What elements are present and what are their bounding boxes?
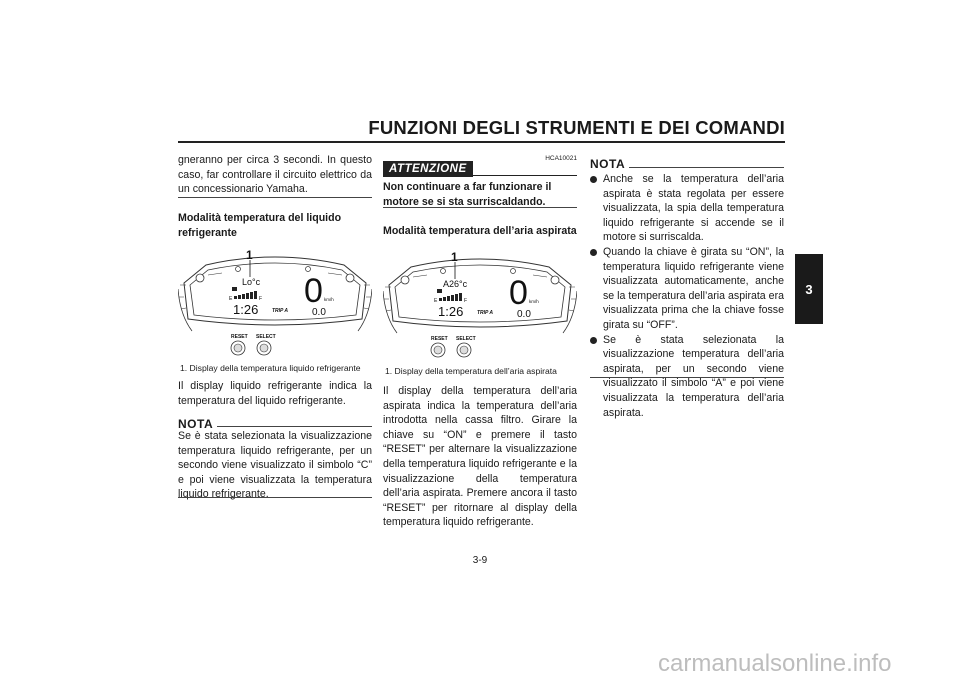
temperature-display: A26°c [443,279,468,289]
fuel-empty-label: E [434,298,438,304]
coolant-heading: Modalità temperatura del liquido refrigerante [178,212,342,239]
air-temperature-paragraph: Il display della temperatura dell’aria aspirata indica la temperatura dell’aria introdotta nella cassa filtro. Girare la chiave su “ON” e premere il tasto “RESET” per alternare la visualizzazione della temperatura liquido refrigerante e la visualizzazione della temperatura dell’aria aspirata. Premere ancora il tasto “RESET” per ritornare al display della temperatura liquido refrigerante. [383,385,577,529]
speed-unit-label: km/h [324,297,334,302]
bullet-icon [590,176,597,183]
bullet-text: Anche se la temperatura dell’aria aspirata è stata regolata per essere visualizzata, la spia della temperatura liquido refrigerante si accende se il motore si surriscalda. [603,173,784,244]
reset-button[interactable] [431,343,445,357]
trip-display: 0.0 [517,309,531,320]
reset-label: RESET [431,336,448,342]
fuel-empty-label: E [229,296,233,302]
bullet-text: Se è stata selezionata la visualizzazione temperatura dell’aria aspirata, per un secondo viene visualizzato il simbolo “A” e poi viene visualizzata la temperatura dell’aria aspirata. [603,333,784,419]
trip-display: 0.0 [312,307,326,318]
select-label: SELECT [456,336,476,342]
speed-display: 0 [304,272,323,310]
fuel-full-label: F [259,296,263,302]
reset-button[interactable] [231,341,245,355]
instrument-panel-figure-1 [178,245,372,357]
header-rule [178,141,785,143]
nota-bullet-list [590,172,784,420]
list-item [590,172,784,245]
coolant-paragraph: Il display liquido refrigerante indica la temperatura del liquido refrigerante. [178,380,372,407]
fuel-pump-icon [232,287,237,291]
select-label: SELECT [256,334,276,340]
nota-label-right: NOTA [590,157,629,171]
nota-end-rule-right [590,377,784,378]
instrument-panel-outline [178,257,372,331]
temperature-display: Lo°c [242,277,261,287]
watermark: carmanualsonline.info [658,650,892,677]
speed-display: 0 [509,274,528,312]
figure-1-caption: 1. Display della temperatura liquido refrigerante [180,363,361,373]
nota-label: NOTA [178,417,217,431]
trip-mode-label: TRIP A [477,310,494,316]
nota-paragraph: Se è stata selezionata la visualizzazione temperatura liquido refrigerante, per un secondo viene visualizzato il simbolo “C” e poi viene visualizzata la temperatura liquido refrigerante. [178,430,372,501]
trip-mode-label: TRIP A [272,308,289,314]
intro-paragraph: gneranno per circa 3 secondi. In questo caso, far controllare il circuito elettrico da un concessionario Yamaha. [178,154,372,196]
page-header-title: FUNZIONI DEGLI STRUMENTI E DEI COMANDI [368,117,785,138]
divider [178,197,372,198]
figure-callout-number: 1 [451,250,458,264]
bullet-icon [590,337,597,344]
fuel-full-label: F [464,298,468,304]
attention-label: ATTENZIONE [383,161,473,177]
attention-end-rule [383,207,577,208]
figure-callout-number: 1 [246,248,253,262]
reset-label: RESET [231,334,248,340]
instrument-panel-outline [383,259,577,333]
attention-text: Non continuare a far funzionare il motore se si sta surriscaldando. [383,181,552,208]
instrument-panel-figure-2 [383,247,577,359]
clock-display: 1:26 [233,302,259,317]
chapter-tab: 3 [795,254,823,324]
fuel-pump-icon [437,289,442,293]
air-temperature-heading: Modalità temperatura dell’aria aspirata [383,225,577,237]
page-number: 3-9 [472,555,488,566]
list-item [590,245,784,333]
nota-end-rule [178,497,372,498]
select-button[interactable] [257,341,271,355]
select-button[interactable] [457,343,471,357]
speed-unit-label: km/h [529,299,539,304]
document-code: HCA10021 [545,155,577,162]
clock-display: 1:26 [438,304,464,319]
bullet-text: Quando la chiave è girata su “ON”, la temperatura liquido refrigerante viene visualizzata automaticamente, anche se la temperatura dell’aria aspirata era visualizzata prima che la chiave fosse girata su “OFF”. [603,245,784,331]
figure-2-caption: 1. Display della temperatura dell’aria aspirata [385,366,557,376]
bullet-icon [590,249,597,256]
